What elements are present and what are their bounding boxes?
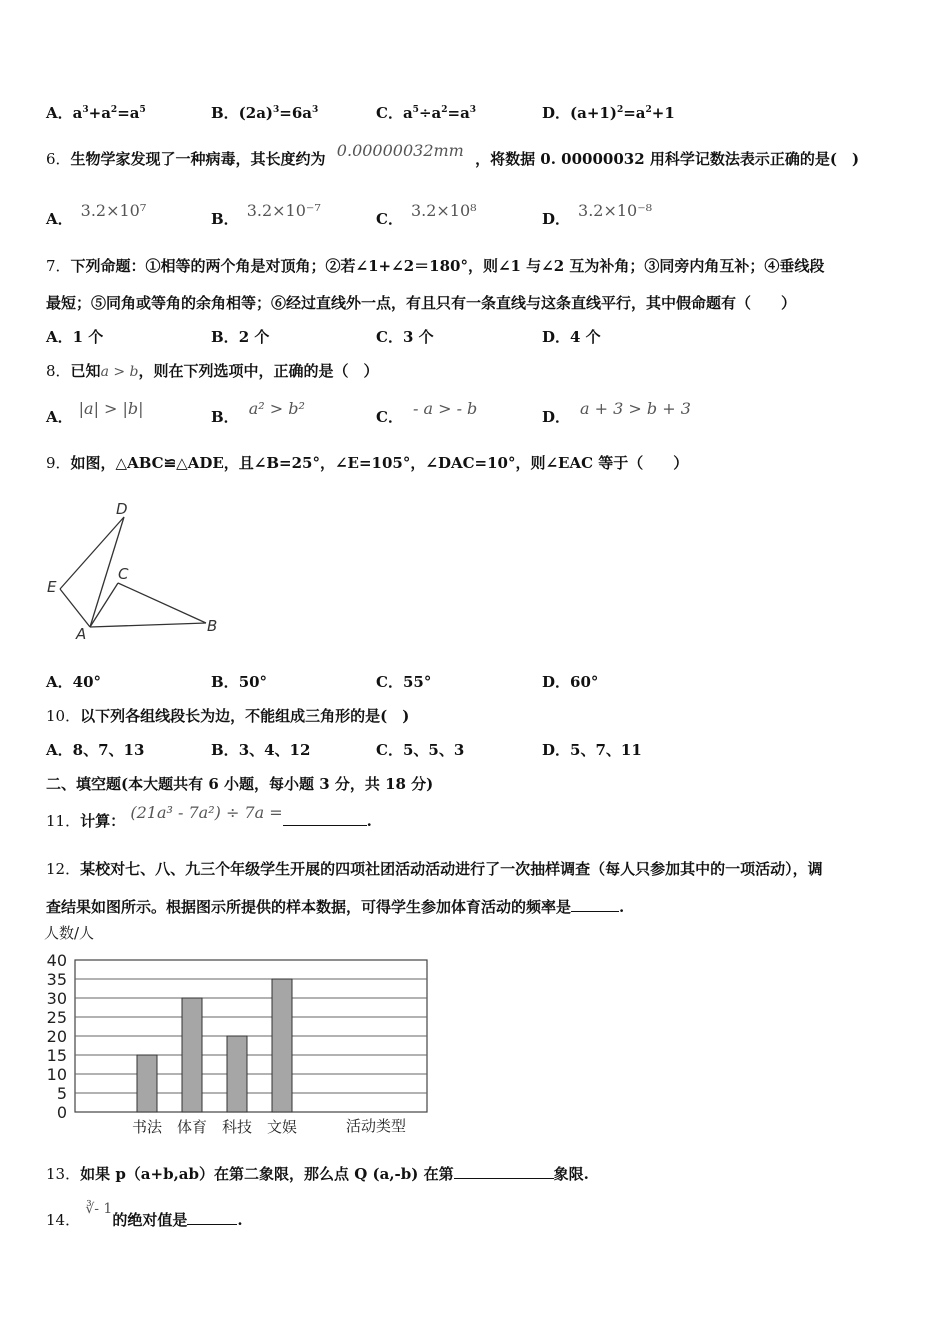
q6-length-formula: 0.00000032mm	[336, 141, 464, 160]
q13-answer-blank	[454, 1163, 554, 1179]
line-cb	[118, 583, 206, 623]
y-tick-label: 15	[46, 1046, 67, 1065]
label-a: A	[76, 625, 87, 643]
q5-option-b: B．$(2a)^3=6a^3$	[211, 104, 319, 122]
q10-question: 10．以下列各组线段长为边，不能组成三角形的是( )	[46, 707, 410, 725]
q9-option-b: B．50°	[211, 673, 268, 691]
q6-text-before: 生物学家发现了一种病毒，其长度约为	[70, 150, 326, 168]
q8-question: 8．已知a > b，则在下列选项中，正确的是（ ）	[46, 362, 379, 380]
q10-option-a: A．8、7、13	[46, 741, 145, 759]
q12-line2: 查结果如图所示。根据图示所提供的样本数据，可得学生参加体育活动的频率是 .	[46, 898, 625, 916]
y-axis-label: 人数/人	[44, 924, 95, 942]
q9-option-a: A．40°	[46, 673, 102, 691]
q9-option-c: C．55°	[376, 673, 432, 691]
line-ac	[90, 583, 118, 627]
q8-option-a: A． |a| > |b|	[46, 399, 144, 426]
activity-bar-chart	[40, 920, 440, 1140]
q9-triangle-figure	[40, 495, 240, 645]
y-tick-label: 10	[46, 1065, 67, 1084]
line-ab	[90, 623, 206, 627]
section2-heading: 二、填空题(本大题共有 6 小题，每小题 3 分，共 18 分)	[46, 775, 434, 793]
q11-answer-blank	[283, 810, 367, 826]
q7-option-c: C．3 个	[376, 328, 434, 346]
q14-answer-blank	[187, 1209, 237, 1225]
q14-radical: ∛- 1	[85, 1201, 113, 1217]
q12-answer-blank	[571, 896, 619, 912]
q9-options	[46, 671, 906, 699]
line-de	[60, 517, 124, 589]
q7-line1: 7．下列命题：①相等的两个角是对顶角；②若∠1+∠2＝180°，则∠1 与∠2 互为补角；③同旁内角互补；④垂线段	[46, 257, 825, 275]
q8-option-b: B． a² > b²	[211, 399, 305, 426]
y-tick-label: 30	[46, 989, 67, 1008]
q7-option-b: B．2 个	[211, 328, 270, 346]
q7-option-d: D．4 个	[542, 328, 601, 346]
q5-option-c: C．$a^5\div a^2=a^3$	[376, 104, 477, 122]
y-tick-label: 5	[56, 1084, 67, 1103]
bar-1	[182, 998, 202, 1112]
bar-0	[137, 1055, 157, 1112]
q9-option-d: D．60°	[542, 673, 599, 691]
q6-number: 6．	[46, 150, 71, 168]
y-tick-label: 40	[46, 951, 67, 970]
label-b: B	[207, 617, 218, 635]
q6-option-b: B． 3.2×10⁻⁷	[211, 201, 321, 228]
q6-options	[46, 201, 906, 236]
category-label: 体育	[176, 1118, 208, 1136]
label-e: E	[47, 578, 57, 596]
q5-options	[46, 102, 906, 130]
q9-question: 9．如图，△ABC≌△ADE，且∠B=25°，∠E=105°，∠DAC=10°，则∠EAC 等于（ ）	[46, 454, 689, 472]
q6-question	[46, 141, 860, 169]
category-label: 书法	[131, 1118, 163, 1136]
y-tick-label: 20	[46, 1027, 67, 1046]
q7-option-a: A．1 个	[46, 328, 104, 346]
q6-option-a: A． 3.2×10⁷	[46, 201, 147, 228]
q10-option-c: C．5、5、3	[376, 741, 465, 759]
q6-option-d: D． 3.2×10⁻⁸	[542, 201, 653, 228]
q11-question: 11．计算： (21a³ - 7a²) ÷ 7a = .	[46, 803, 372, 830]
q14-question: 14． ∛- 1的绝对值是 .	[46, 1201, 243, 1229]
q10-options	[46, 739, 906, 767]
q12-line1: 12．某校对七、八、九三个年级学生开展的四项社团活动活动进行了一次抽样调查（每人只参加其中的一项活动），调	[46, 860, 823, 878]
q6-text-after: ，将数据 0. 00000032 用科学记数法表示正确的是( )	[475, 150, 860, 168]
bar-3	[272, 979, 292, 1112]
q5-option-a: A．$a^3+a^2=a^5$	[46, 104, 146, 122]
bar-2	[227, 1036, 247, 1112]
q8-condition: a > b	[100, 364, 139, 380]
q8-option-c: C． - a > - b	[376, 399, 478, 426]
category-label: 科技	[221, 1118, 253, 1136]
q10-option-d: D．5、7、11	[542, 741, 642, 759]
y-tick-label: 25	[46, 1008, 67, 1027]
category-label: 文娱	[266, 1118, 298, 1136]
q5-option-d: D．$(a+1)^2=a^2+1$	[542, 104, 675, 122]
y-tick-label: 0	[56, 1103, 67, 1122]
q8-options	[46, 399, 906, 434]
q10-option-b: B．3、4、12	[211, 741, 311, 759]
label-d: D	[116, 500, 128, 518]
q7-line2: 最短；⑤同角或等角的余角相等；⑥经过直线外一点，有且只有一条直线与这条直线平行，其中假命题有（ ）	[46, 294, 797, 312]
q6-option-c: C． 3.2×10⁸	[376, 201, 477, 228]
q13-question: 13．如果 p（a+b,ab）在第二象限，那么点 Q (a,-b) 在第 象限.	[46, 1165, 589, 1183]
q11-formula: (21a³ - 7a²) ÷ 7a =	[130, 803, 283, 822]
x-axis-label: 活动类型	[346, 1117, 407, 1135]
line-ea	[60, 589, 90, 627]
q8-option-d: D． a + 3 > b + 3	[542, 399, 691, 426]
y-tick-label: 35	[46, 970, 67, 989]
q7-options	[46, 326, 906, 354]
label-c: C	[118, 565, 129, 583]
